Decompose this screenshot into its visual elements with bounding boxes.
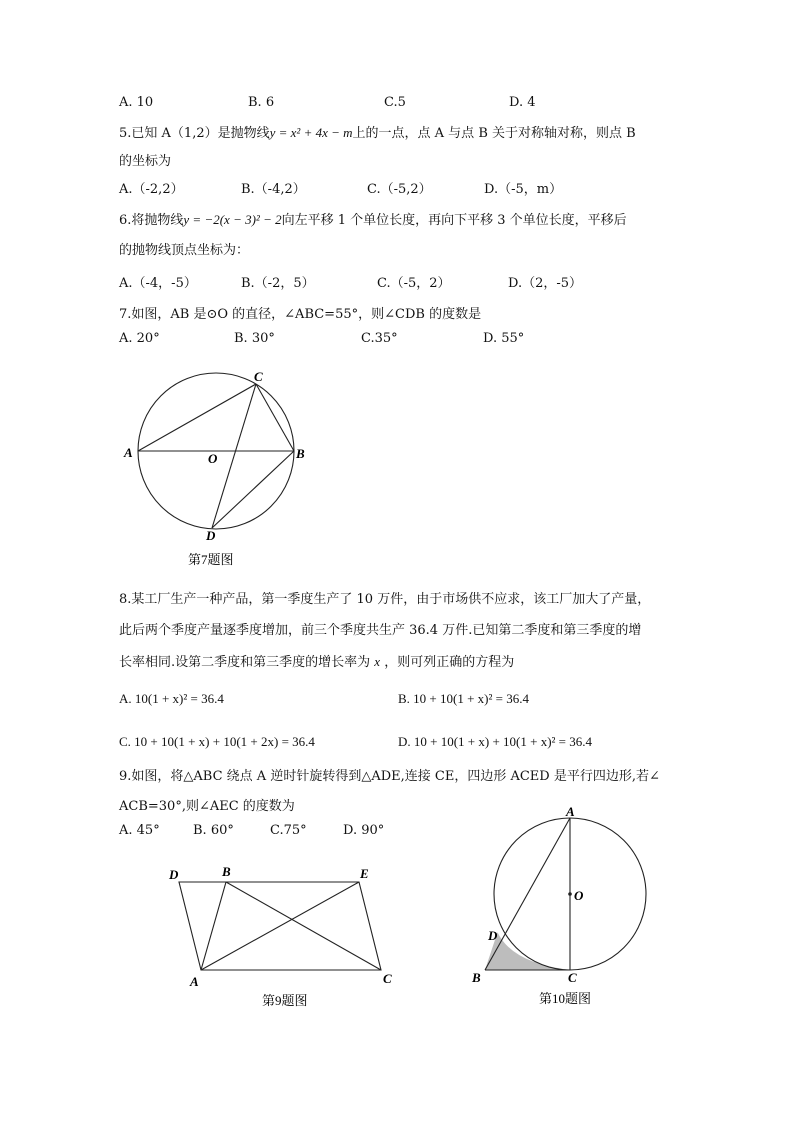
q5-formula: y = x² + 4x − m — [269, 125, 353, 140]
fig10-label-a: A — [566, 804, 575, 819]
fig10-label-d: D — [488, 928, 498, 943]
q9-option-b: B. 60° — [193, 823, 234, 838]
q4-option-c: C.5 — [384, 95, 406, 110]
fig10-caption: 第10题图 — [539, 991, 592, 1006]
fig9-label-d: D — [169, 867, 179, 882]
fig7-chord-cb — [256, 384, 294, 451]
q5-option-b: B.（-4,2） — [241, 182, 306, 197]
q6-stem-post: 向左平移 1 个单位长度，再向下平移 3 个单位长度，平移后 — [281, 213, 627, 228]
q8-option-d: D. 10 + 10(1 + x) + 10(1 + x)² = 36.4 — [398, 734, 593, 749]
fig9-segment-ab — [201, 882, 226, 970]
q7-option-b: B. 30° — [234, 331, 275, 346]
q9-option-a: A. 45° — [119, 823, 160, 838]
fig10-label-o: O — [574, 888, 584, 903]
q8-option-b: B. 10 + 10(1 + x)² = 36.4 — [398, 691, 529, 706]
q7-option-d: D. 55° — [483, 331, 525, 346]
fig9-caption: 第9题图 — [262, 993, 308, 1008]
fig10-label-b: B — [472, 970, 481, 985]
q6-stem-pre: 6.将抛物线 — [119, 213, 184, 228]
q8-stem-line3-post: ，则可列正确的方程为 — [384, 655, 515, 670]
q8-option-a: A. 10(1 + x)² = 36.4 — [119, 691, 224, 706]
figure-10 — [485, 818, 646, 970]
fig9-label-c: C — [383, 971, 392, 986]
q9-stem-line1: 9.如图，将△ABC 绕点 A 逆时针旋转得到△ADE,连接 CE，四边形 ACED 是平行四边形,若∠ — [119, 769, 660, 784]
fig7-caption: 第7题图 — [188, 552, 234, 567]
fig10-shaded-region — [485, 932, 570, 970]
q8-stem-line1: 8.某工厂生产一种产品，第一季度生产了 10 万件，由于市场供不应求，该工厂加大了产量， — [119, 592, 651, 607]
q9-option-d: D. 90° — [343, 823, 385, 838]
fig7-label-a: A — [124, 445, 133, 460]
q8-stem-line3-pre: 长率相同.设第二季度和第三季度的增长率为 — [119, 655, 371, 670]
q7-option-a: A. 20° — [119, 331, 160, 346]
q4-option-b: B. 6 — [248, 95, 275, 110]
figure-9 — [179, 882, 381, 970]
fig10-center-point — [568, 892, 572, 896]
fig7-label-o: O — [208, 451, 218, 466]
q5-stem-post: 上的一点，点 A 与点 B 关于对称轴对称，则点 B — [352, 126, 636, 141]
q5-option-d: D.（-5，m） — [484, 182, 563, 197]
q5-stem-line2: 的坐标为 — [119, 154, 172, 169]
q5-option-c: C.（-5,2） — [367, 182, 432, 197]
fig9-label-b: B — [222, 864, 231, 879]
q5-stem-pre: 5.已知 A（1,2）是抛物线 — [119, 126, 270, 141]
fig9-segment-ae — [201, 882, 359, 970]
q6-formula: y = −2(x − 3)² − 2 — [183, 212, 282, 227]
q4-option-a: A. 10 — [119, 95, 154, 110]
fig7-label-d: D — [206, 528, 216, 543]
q6-stem-line2: 的抛物线顶点坐标为： — [119, 243, 250, 258]
fig9-label-e: E — [360, 866, 369, 881]
q4-option-d: D. 4 — [509, 95, 536, 110]
q8-stem-line2: 此后两个季度产量逐季度增加，前三个季度共生产 36.4 万件.已知第二季度和第三季度的增 — [119, 623, 642, 638]
fig7-label-c: C — [254, 369, 263, 384]
fig10-label-c: C — [568, 970, 577, 985]
fig9-label-a: A — [190, 974, 199, 989]
q7-stem: 7.如图，AB 是⊙O 的直径，∠ABC=55°，则∠CDB 的度数是 — [119, 307, 482, 322]
q8-variable: x — [374, 654, 381, 669]
q5-option-a: A.（-2,2） — [119, 182, 184, 197]
q9-option-c: C.75° — [270, 823, 307, 838]
q8-option-c: C. 10 + 10(1 + x) + 10(1 + 2x) = 36.4 — [119, 734, 315, 749]
q6-option-a: A.（-4，-5） — [119, 276, 197, 291]
q6-option-b: B.（-2，5） — [241, 276, 315, 291]
fig10-segment-ab — [485, 818, 570, 970]
q7-option-c: C.35° — [361, 331, 398, 346]
fig9-segment-bc — [226, 882, 381, 970]
q9-stem-line2: ACB=30°,则∠AEC 的度数为 — [119, 799, 295, 814]
q6-option-c: C.（-5，2） — [377, 276, 451, 291]
q6-option-d: D.（2，-5） — [508, 276, 583, 291]
fig7-label-b: B — [296, 446, 305, 461]
